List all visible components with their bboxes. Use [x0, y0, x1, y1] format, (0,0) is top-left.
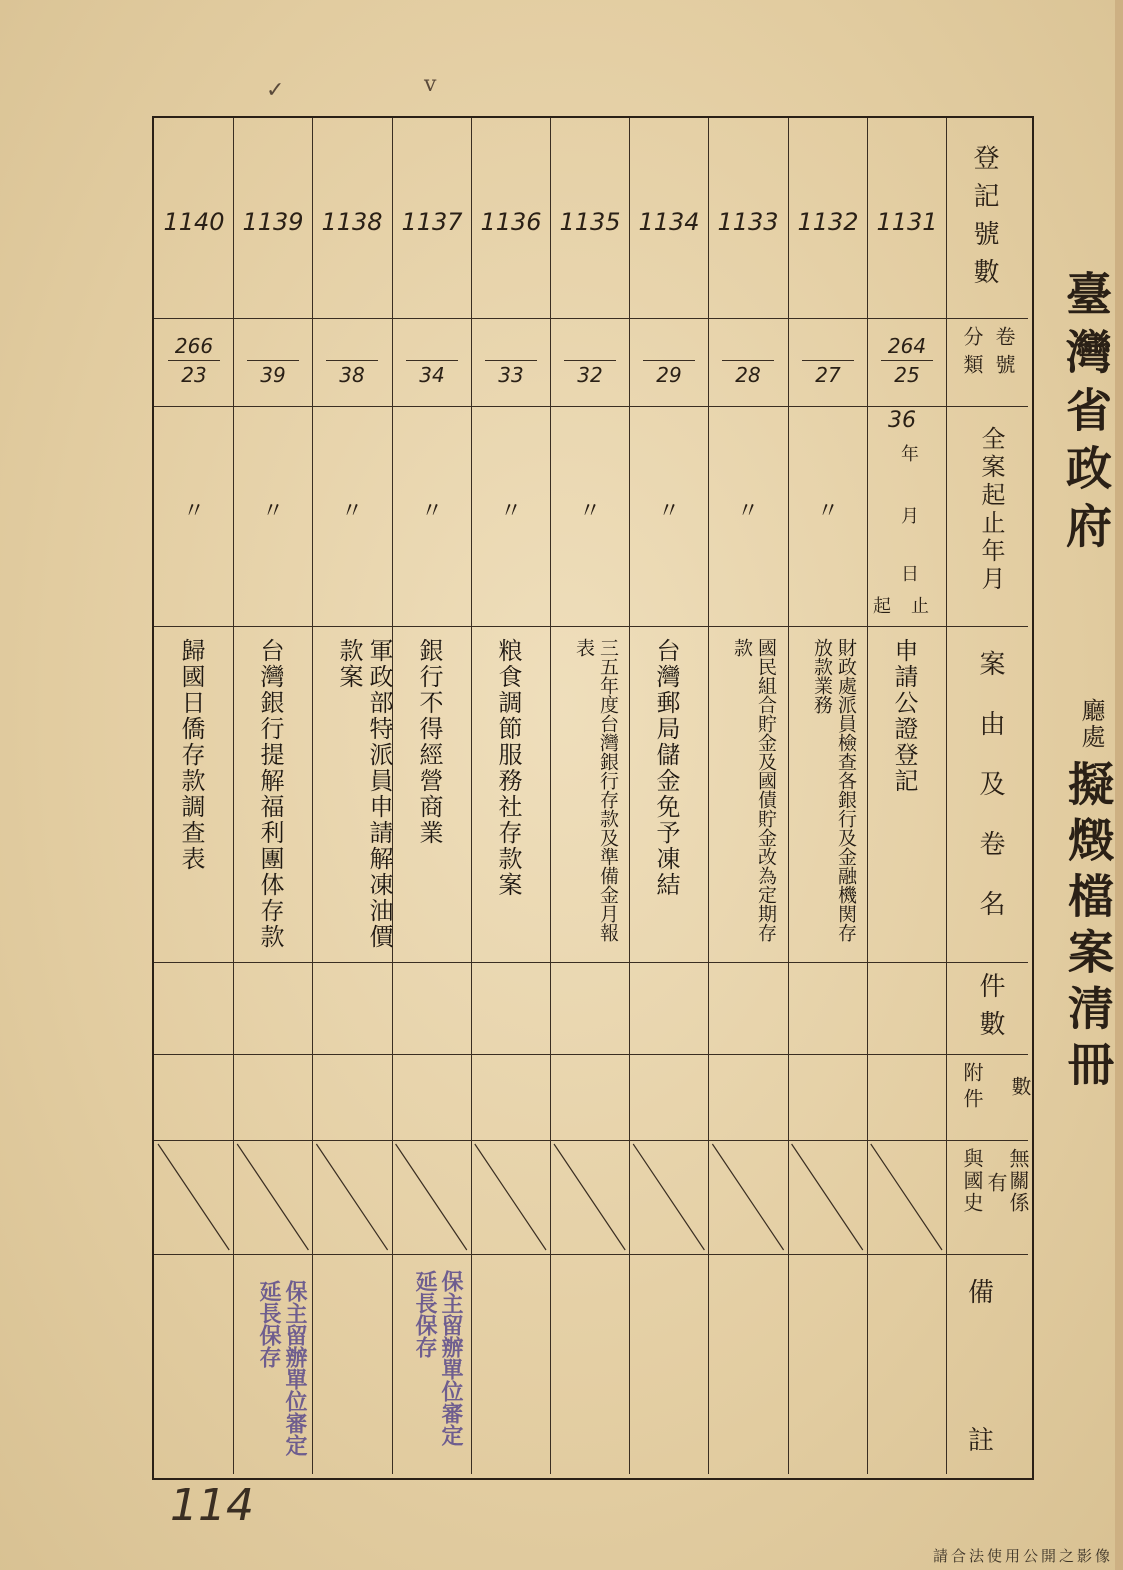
volume-number-bottom: 38: [339, 363, 365, 387]
case-subject: 台灣郵局儲金免予凍結: [652, 638, 680, 898]
registration-number: 1133: [717, 208, 779, 236]
register-title: 擬燬檔案清冊: [1061, 760, 1115, 1096]
header-history-bottom: 與國史: [960, 1148, 984, 1214]
case-subject: 軍政部特派員申請解凍油價款案: [335, 638, 393, 950]
period-ditto: 〃: [420, 499, 443, 524]
registration-number: 1138: [321, 208, 383, 236]
header-count: 件數: [975, 972, 1005, 1048]
period-ditto: 〃: [578, 499, 601, 524]
registration-number: 1131: [876, 208, 938, 236]
history-strike-line: [158, 1144, 229, 1250]
history-strike-line: [316, 1144, 387, 1250]
period-year-label: 年: [901, 444, 919, 465]
usage-notice: 請合法使用公開之影像: [932, 1547, 1113, 1565]
period-ditto: 〃: [261, 499, 284, 524]
volume-number-bottom: 23: [181, 363, 207, 387]
header-vol-bottom: 分類: [960, 326, 984, 382]
stamp-text: 單位: [282, 1368, 308, 1412]
header-history-mid: 有: [984, 1172, 1008, 1192]
header-remarks-top: 備: [968, 1278, 995, 1308]
stamp-text: 延長: [256, 1280, 282, 1324]
period-year: 36: [888, 408, 916, 433]
stamp-text: 延長: [412, 1270, 438, 1314]
case-subject: 國民組合貯金及國債貯金改為定期存款: [731, 638, 777, 942]
volume-number-bottom: 27: [815, 363, 841, 387]
history-strike-line: [237, 1144, 308, 1250]
registration-number: 1134: [638, 208, 700, 236]
page-number: 114: [170, 1480, 254, 1531]
volume-number-bottom: 34: [419, 363, 445, 387]
period-ditto: 〃: [736, 499, 759, 524]
header-period: 全案起止年月: [977, 426, 1005, 594]
case-subject: 財政處派員檢查各銀行及金融機関存放款業務: [811, 638, 857, 942]
stamp-text: 單位: [438, 1358, 464, 1402]
header-vol-top: 卷號: [992, 326, 1016, 382]
period-ditto: 〃: [816, 499, 839, 524]
registration-number: 1135: [559, 208, 621, 236]
period-day-label: 日: [901, 564, 919, 585]
stamp-text: 留辦: [438, 1314, 464, 1358]
registration-number: 1139: [242, 208, 304, 236]
stamp-text: 保存: [256, 1324, 282, 1368]
period-ditto: 〃: [340, 499, 363, 524]
history-strike-line: [396, 1144, 467, 1250]
stamp-text: 保主: [282, 1280, 308, 1324]
case-subject: 申請公證登記: [890, 638, 918, 794]
stamp-text: 保主: [438, 1270, 464, 1314]
header-history-top: 無關係: [1006, 1148, 1030, 1214]
retention-stamp: [256, 1280, 308, 1460]
header-regnum: 登記號數: [969, 144, 999, 296]
case-subject: 粮食調節服務社存款案: [494, 638, 522, 898]
volume-number-bottom: 39: [260, 363, 286, 387]
registration-number: 1136: [480, 208, 542, 236]
document-title: 臺灣省政府: [1059, 270, 1113, 560]
history-strike-line: [712, 1144, 783, 1250]
volume-number-top: 264: [881, 334, 933, 361]
header-attach-bottom: 附件: [960, 1062, 984, 1114]
volume-number-bottom: 33: [498, 363, 524, 387]
history-strike-line: [871, 1144, 942, 1250]
period-ditto: 〃: [499, 499, 522, 524]
registration-number: 1137: [401, 208, 463, 236]
case-subject: 台灣銀行提解福利團体存款: [256, 638, 284, 950]
check-mark-icon: v: [424, 72, 437, 97]
stamp-text: 保存: [412, 1314, 438, 1358]
header-remarks-bottom: 註: [968, 1426, 995, 1456]
period-ditto: 〃: [182, 499, 205, 524]
volume-number-bottom: 29: [656, 363, 682, 387]
volume-number-bottom: 25: [894, 363, 920, 387]
office-prefix: 廳處: [1077, 698, 1105, 750]
volume-number-bottom: 28: [735, 363, 761, 387]
period-start-label: 起: [873, 596, 891, 617]
volume-number-bottom: 32: [577, 363, 603, 387]
period-ditto: 〃: [657, 499, 680, 524]
check-mark-icon: ✓: [266, 78, 285, 103]
history-strike-line: [475, 1144, 546, 1250]
stamp-text: 審定: [282, 1412, 308, 1456]
stamp-text: 審定: [438, 1402, 464, 1446]
retention-stamp: [412, 1270, 464, 1450]
case-subject: 三五年度台灣銀行存款及準備金月報表: [573, 638, 619, 942]
period-end-label: 止: [911, 596, 929, 617]
volume-number-top: 266: [168, 334, 220, 361]
stamp-text: 留辦: [282, 1324, 308, 1368]
case-subject: 歸國日僑存款調查表: [177, 638, 205, 872]
history-strike-line: [554, 1144, 625, 1250]
header-subject: 案由及卷名: [975, 650, 1005, 950]
registration-number: 1132: [797, 208, 859, 236]
case-subject: 銀行不得經營商業: [415, 638, 443, 846]
history-strike-line: [792, 1144, 863, 1250]
header-attach-top: 數: [1008, 1076, 1032, 1096]
period-month-label: 月: [901, 506, 919, 527]
history-strike-line: [633, 1144, 704, 1250]
registration-number: 1140: [163, 208, 225, 236]
